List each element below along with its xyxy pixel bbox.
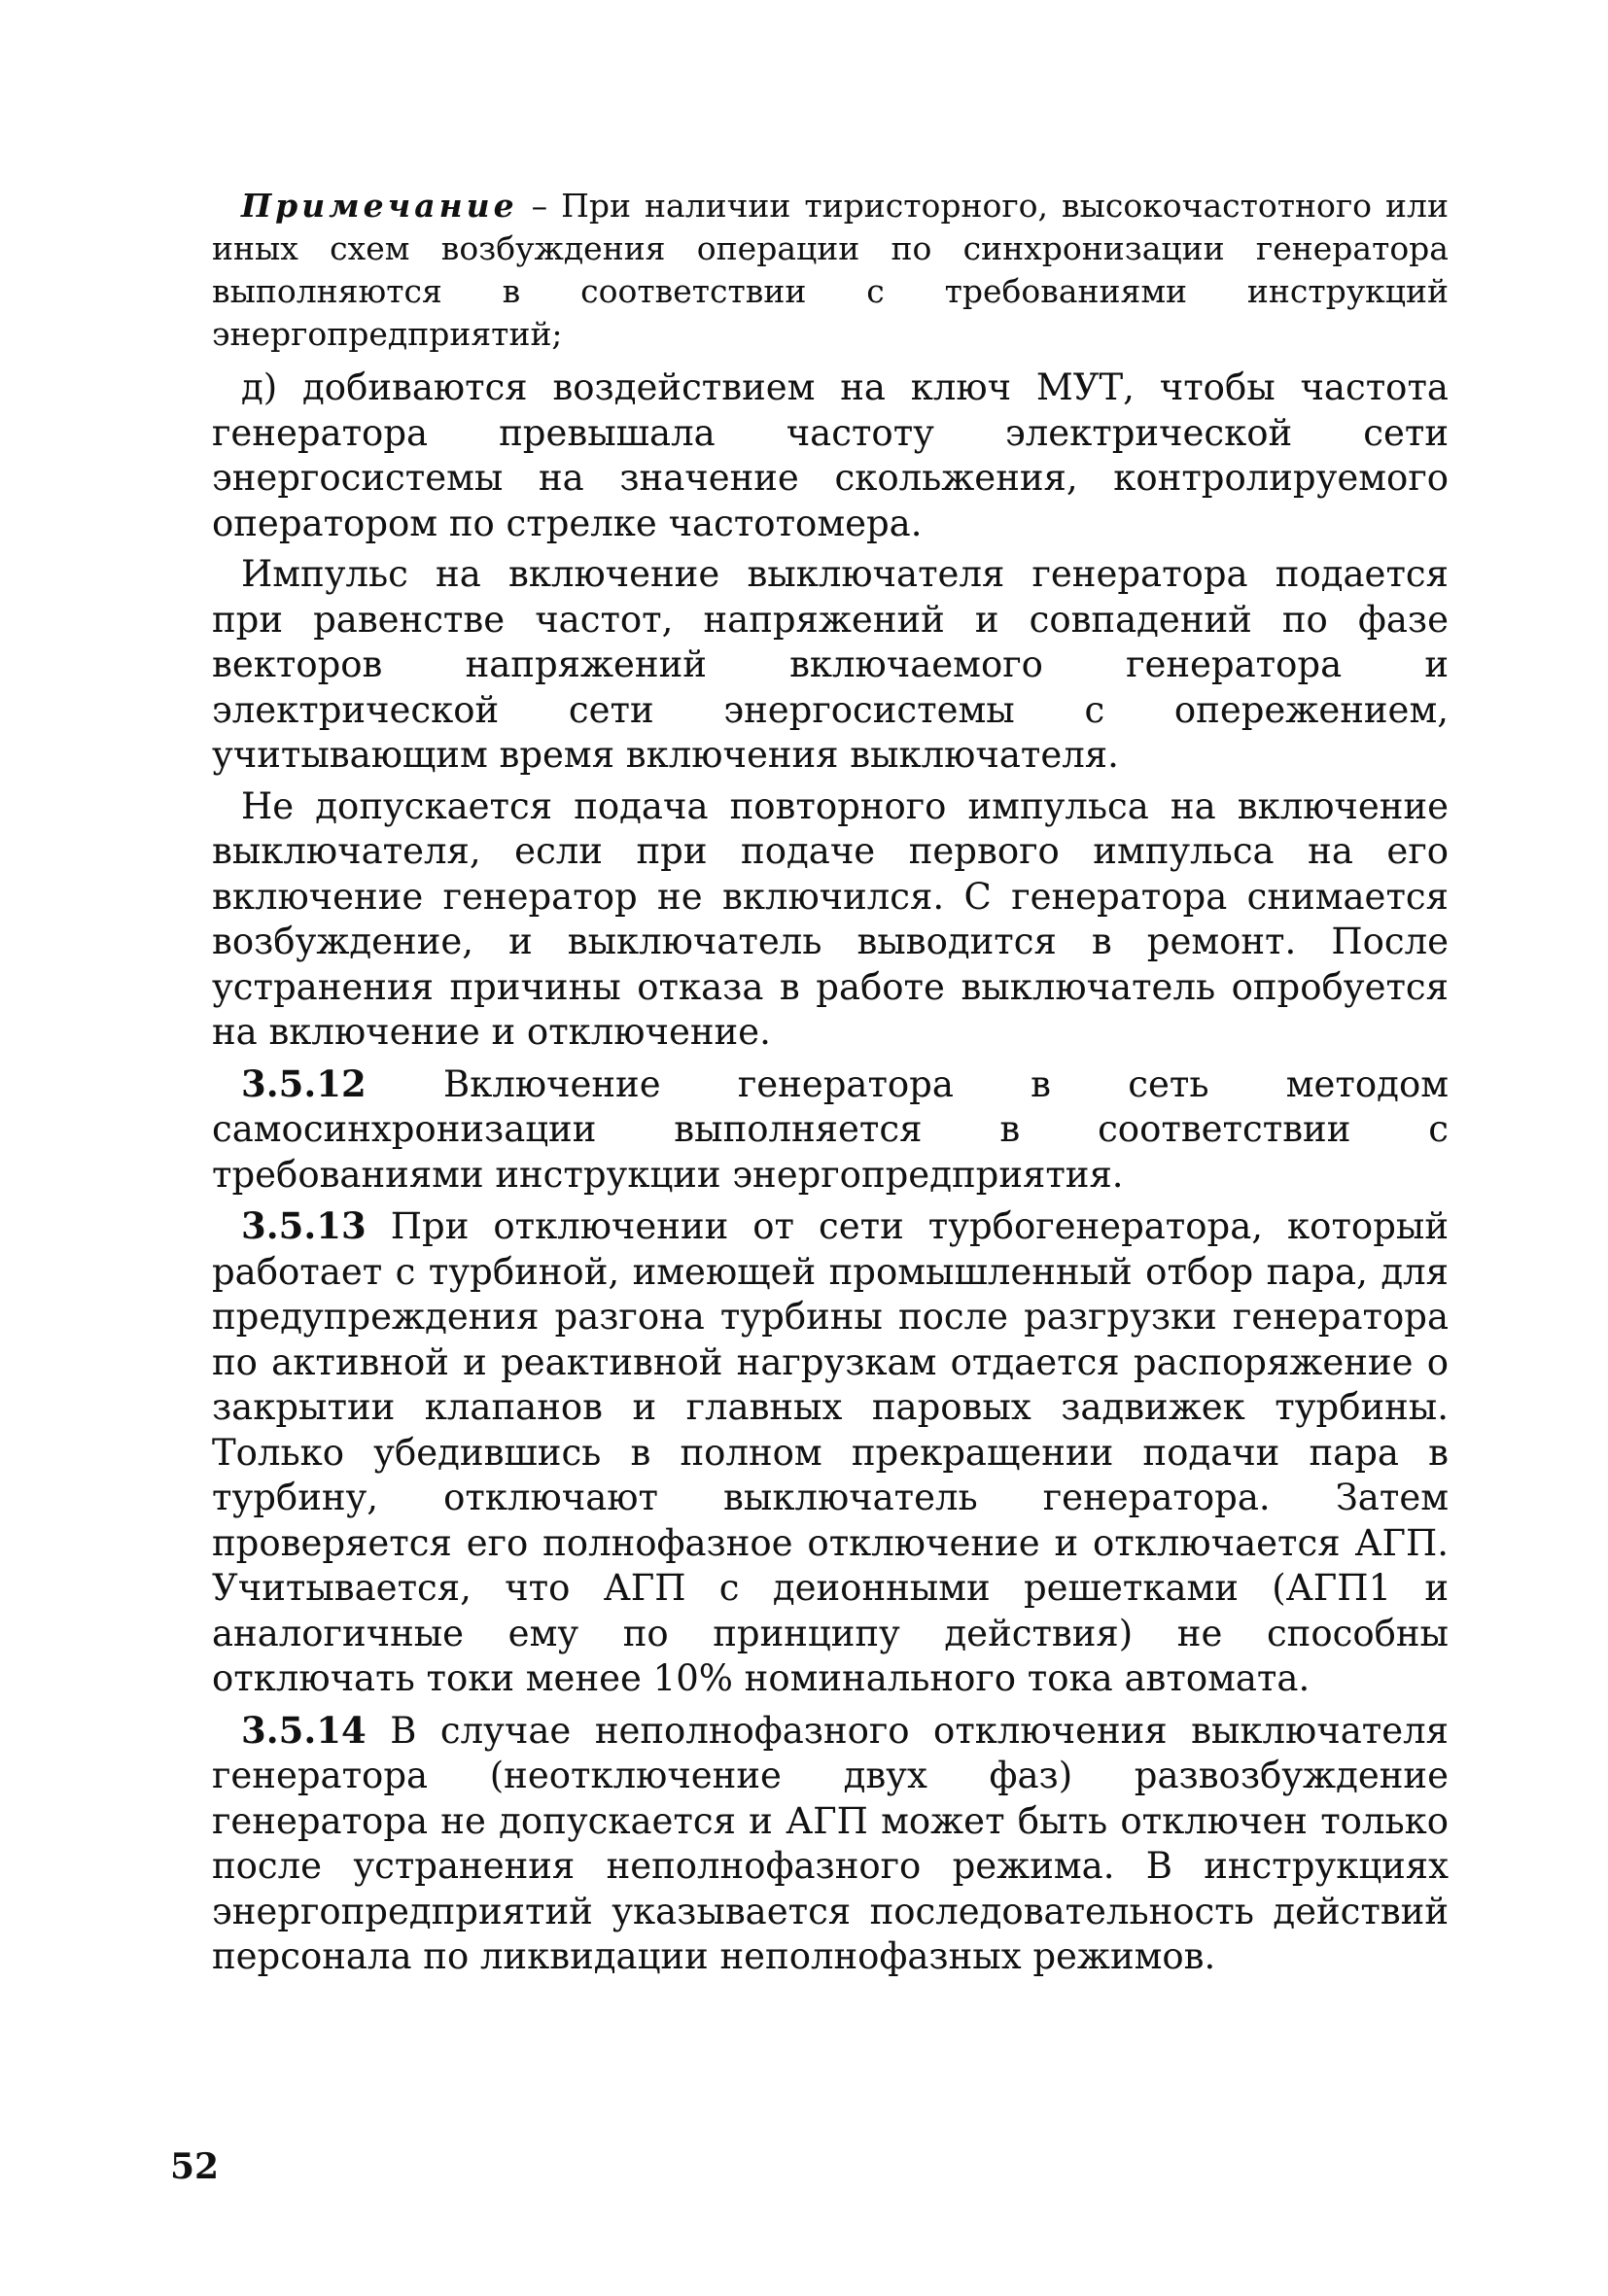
paragraph-text: Импульс на включение выключателя генератора подается при равенстве частот, напряжений и совпадений по фазе векторов напряжений включаемого генератора и электрической сети энергосистемы с опережением, учитывающим время включения выключателя. (212, 553, 1449, 776)
paragraph-text: д) добиваются воздействием на ключ МУТ, чтобы частота генератора превышала частоту электрической сети энергосистемы на значение скольжения, контролируемого оператором по стрелке частотомера. (212, 366, 1449, 544)
note-label: Примечание (241, 187, 518, 225)
section-3-5-14 (212, 1708, 1449, 1980)
section-number: 3.5.13 (241, 1204, 367, 1247)
section-number: 3.5.12 (241, 1061, 367, 1105)
paragraph-text: Не допускается подача повторного импульса на включение выключателя, если при подаче первого импульса на его включение генератор не включился. С генератора снимается возбуждение, и выключатель выводится в ремонт. После устранения причины отказа в работе выключатель опробуется на включение и отключение. (212, 784, 1449, 1053)
note-paragraph (212, 185, 1449, 356)
note-text: – При наличии тиристорного, высокочастотного или иных схем возбуждения операции по синхронизации генератора выполняются в соответствии с требованиями инструкций энергопредприятий; (212, 187, 1449, 353)
section-3-5-13 (212, 1203, 1449, 1702)
paragraph-text: При отключении от сети турбогенератора, который работает с турбиной, имеющей промышленный отбор пара, для предупреждения разгона турбины после разгрузки генератора по активной и реактивной нагрузкам отдается распоряжение о закрытии клапанов и главных паровых задвижек турбины. Только убедившись в полном прекращении подачи пара в турбину, отключают выключатель генератора. Затем проверяется его полнофазное отключение и отключается АГП. Учитывается, что АГП с деионными решетками (АГП1 и аналогичные ему по принципу действия) не способны отключать токи менее 10% номинального тока автомата. (212, 1205, 1449, 1699)
paragraph-repeat-impulse (212, 784, 1449, 1056)
paragraph-text: В случае неполнофазного отключения выключателя генератора (неотключение двух фаз) развозбуждение генератора не допускается и АГП может быть отключен только после устранения неполнофазного режима. В инструкциях энергопредприятий указывается последовательность действий персонала по ликвидации неполнофазных режимов. (212, 1709, 1449, 1977)
section-number: 3.5.14 (241, 1708, 367, 1752)
paragraph-d (212, 365, 1449, 546)
paragraph-text: Включение генератора в сеть методом самосинхронизации выполняется в соответствии с требованиями инструкции энергопредприятия. (212, 1062, 1449, 1196)
page-number: 52 (170, 2146, 220, 2187)
paragraph-impulse (212, 552, 1449, 779)
page-body (212, 185, 1449, 1986)
section-3-5-12 (212, 1061, 1449, 1199)
